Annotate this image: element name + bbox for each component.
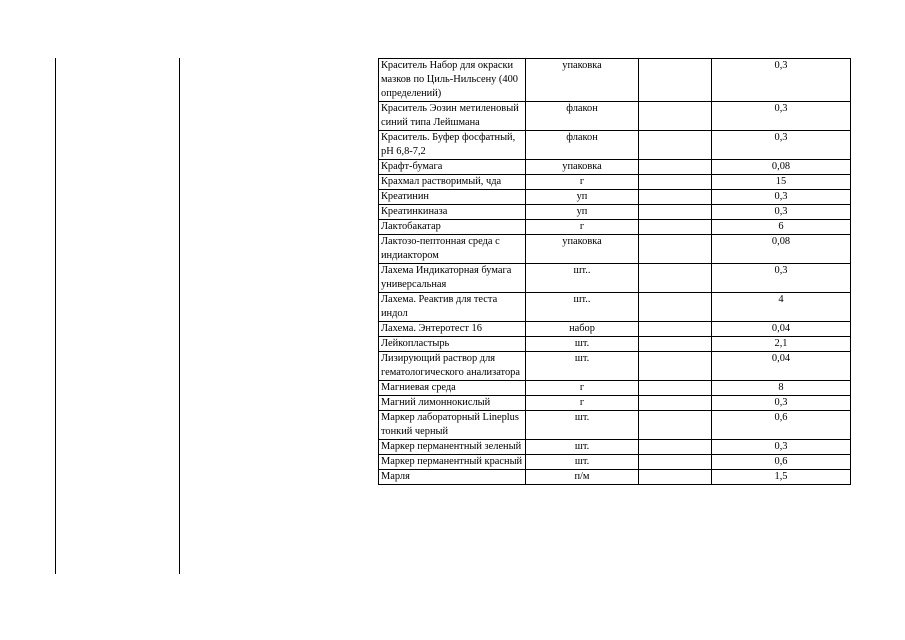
item-unit-cell: шт. <box>526 455 639 470</box>
item-empty-cell <box>639 220 712 235</box>
item-unit-cell: г <box>526 175 639 190</box>
item-quantity-cell: 1,5 <box>712 470 851 485</box>
item-quantity-cell: 0,04 <box>712 322 851 337</box>
item-empty-cell <box>639 264 712 293</box>
item-name-cell: Лахема Индикаторная бумага универсальная <box>379 264 526 293</box>
item-name-cell: Маркер лабораторный Lineplus тонкий черный <box>379 411 526 440</box>
item-unit-cell: п/м <box>526 470 639 485</box>
item-empty-cell <box>639 455 712 470</box>
table-row <box>379 175 851 190</box>
item-unit-cell: уп <box>526 205 639 220</box>
item-name-cell: Крахмал растворимый, чда <box>379 175 526 190</box>
item-empty-cell <box>639 352 712 381</box>
item-name-cell: Марля <box>379 470 526 485</box>
item-unit-cell: шт.. <box>526 264 639 293</box>
table-row <box>379 59 851 102</box>
item-unit-cell: г <box>526 396 639 411</box>
item-quantity-cell: 0,6 <box>712 411 851 440</box>
item-name-cell: Магниевая среда <box>379 381 526 396</box>
item-empty-cell <box>639 381 712 396</box>
table-row <box>379 322 851 337</box>
item-unit-cell: г <box>526 381 639 396</box>
item-name-cell: Лактобакатар <box>379 220 526 235</box>
item-name-cell: Краситель. Буфер фосфатный, pH 6,8-7,2 <box>379 131 526 160</box>
table-row <box>379 264 851 293</box>
item-unit-cell: флакон <box>526 102 639 131</box>
item-empty-cell <box>639 235 712 264</box>
item-quantity-cell: 0,3 <box>712 264 851 293</box>
item-quantity-cell: 0,3 <box>712 59 851 102</box>
table-row <box>379 337 851 352</box>
item-empty-cell <box>639 322 712 337</box>
item-unit-cell: упаковка <box>526 235 639 264</box>
table-row <box>379 455 851 470</box>
item-unit-cell: шт. <box>526 411 639 440</box>
item-empty-cell <box>639 131 712 160</box>
item-quantity-cell: 6 <box>712 220 851 235</box>
table-row <box>379 160 851 175</box>
item-empty-cell <box>639 411 712 440</box>
left-column-border-1 <box>55 58 56 574</box>
table-row <box>379 205 851 220</box>
table-row <box>379 396 851 411</box>
table-row <box>379 381 851 396</box>
item-name-cell: Крафт-бумага <box>379 160 526 175</box>
item-unit-cell: уп <box>526 190 639 205</box>
item-name-cell: Лахема. Энтеротест 16 <box>379 322 526 337</box>
item-name-cell: Лейкопластырь <box>379 337 526 352</box>
table-row <box>379 102 851 131</box>
item-quantity-cell: 15 <box>712 175 851 190</box>
item-quantity-cell: 0,08 <box>712 235 851 264</box>
item-quantity-cell: 0,08 <box>712 160 851 175</box>
item-unit-cell: набор <box>526 322 639 337</box>
table-row <box>379 411 851 440</box>
item-name-cell: Лахема. Реактив для теста индол <box>379 293 526 322</box>
item-empty-cell <box>639 440 712 455</box>
item-name-cell: Краситель Эозин метиленовый синий типа Лейшмана <box>379 102 526 131</box>
item-quantity-cell: 4 <box>712 293 851 322</box>
item-empty-cell <box>639 293 712 322</box>
item-unit-cell: шт. <box>526 440 639 455</box>
item-name-cell: Лизирующий раствор для гематологического анализатора <box>379 352 526 381</box>
item-name-cell: Маркер перманентный красный <box>379 455 526 470</box>
item-unit-cell: шт. <box>526 352 639 381</box>
item-empty-cell <box>639 102 712 131</box>
table-row <box>379 470 851 485</box>
item-name-cell: Лактозо-пептонная среда с индиактором <box>379 235 526 264</box>
item-quantity-cell: 0,3 <box>712 205 851 220</box>
item-quantity-cell: 0,3 <box>712 396 851 411</box>
item-quantity-cell: 0,3 <box>712 131 851 160</box>
table-row <box>379 190 851 205</box>
item-name-cell: Маркер перманентный зеленый <box>379 440 526 455</box>
supplies-table-body <box>379 59 851 485</box>
item-unit-cell: упаковка <box>526 59 639 102</box>
item-unit-cell: упаковка <box>526 160 639 175</box>
item-empty-cell <box>639 59 712 102</box>
item-unit-cell: флакон <box>526 131 639 160</box>
item-empty-cell <box>639 205 712 220</box>
table-row <box>379 352 851 381</box>
item-name-cell: Креатинин <box>379 190 526 205</box>
item-quantity-cell: 8 <box>712 381 851 396</box>
table-row <box>379 293 851 322</box>
item-quantity-cell: 0,6 <box>712 455 851 470</box>
item-unit-cell: г <box>526 220 639 235</box>
table-row <box>379 220 851 235</box>
item-quantity-cell: 2,1 <box>712 337 851 352</box>
item-quantity-cell: 0,3 <box>712 440 851 455</box>
item-unit-cell: шт. <box>526 337 639 352</box>
item-empty-cell <box>639 337 712 352</box>
supplies-table <box>378 58 851 485</box>
item-empty-cell <box>639 175 712 190</box>
item-name-cell: Магний лимоннокислый <box>379 396 526 411</box>
item-empty-cell <box>639 190 712 205</box>
left-column-border-2 <box>179 58 180 574</box>
table-row <box>379 131 851 160</box>
item-quantity-cell: 0,3 <box>712 190 851 205</box>
item-name-cell: Краситель Набор для окраски мазков по Циль-Нильсену (400 определений) <box>379 59 526 102</box>
item-name-cell: Креатинкиназа <box>379 205 526 220</box>
item-empty-cell <box>639 470 712 485</box>
item-unit-cell: шт.. <box>526 293 639 322</box>
item-empty-cell <box>639 160 712 175</box>
table-row <box>379 235 851 264</box>
item-quantity-cell: 0,3 <box>712 102 851 131</box>
table-row <box>379 440 851 455</box>
item-empty-cell <box>639 396 712 411</box>
item-quantity-cell: 0,04 <box>712 352 851 381</box>
